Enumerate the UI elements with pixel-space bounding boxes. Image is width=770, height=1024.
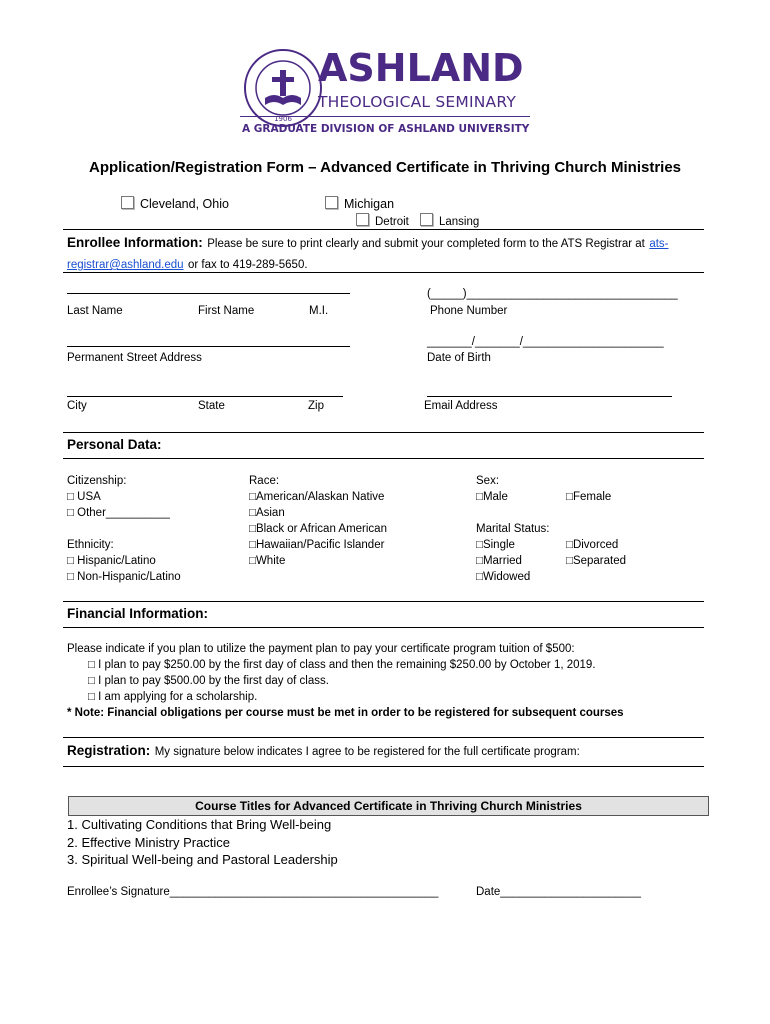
divider [63,737,704,738]
detroit-label: Detroit [375,216,409,228]
registration-section [67,742,580,760]
enrollee-section [67,233,697,275]
ethnicity-label: Ethnicity: [67,539,114,551]
ethnicity-nonhispanic-option[interactable]: □ Non-Hispanic/Latino [67,571,181,583]
payment-option[interactable]: □ I plan to pay $250.00 by the first day of class and then the remaining $250.00 by October 1, 2019. [88,659,596,671]
michigan-label: Michigan [344,197,395,211]
race-option[interactable]: □White [249,555,286,567]
financial-intro: Please indicate if you plan to utilize the payment plan to pay your certificate program tuition of $500: [67,643,575,655]
divider [63,432,704,433]
course-item: 3. Spiritual Well-being and Pastoral Leadership [67,852,338,867]
race-group [249,473,387,569]
registrar-email-link-cont[interactable]: registrar@ashland.edu [67,259,184,271]
city-label: City [67,400,87,412]
citizenship-usa-option[interactable]: □ USA [67,491,101,503]
citizenship-group [67,473,181,585]
dob-line[interactable]: _______/_______/______________________ [427,336,664,348]
detroit-checkbox[interactable] [356,213,369,226]
svg-text:1906: 1906 [274,115,292,123]
email-label: Email Address [424,400,498,412]
citizenship-other-option[interactable]: □ Other__________ [67,507,170,519]
name-line[interactable] [67,293,350,294]
logo-name: ASHLAND [318,46,524,90]
page-title: Application/Registration Form – Advanced Certificate in Thriving Church Ministries [88,159,682,176]
lansing-checkbox[interactable] [420,213,433,226]
location-cleveland[interactable] [121,196,229,211]
sex-male-option[interactable]: □Male [476,491,508,503]
financial-heading: Financial Information: [67,606,209,621]
race-label: Race: [249,475,280,487]
logo-subname: THEOLOGICAL SEMINARY [318,93,516,111]
course-table-title: Course Titles for Advanced Certificate in Thriving Church Ministries [195,799,582,813]
marital-label: Marital Status: [476,523,550,535]
email-line[interactable] [427,396,672,397]
street-line[interactable] [67,346,350,347]
divider [63,458,704,459]
race-option[interactable]: □American/Alaskan Native [249,491,385,503]
city-line[interactable] [67,396,343,397]
payment-option[interactable]: □ I am applying for a scholarship. [88,691,258,703]
race-option[interactable]: □Hawaiian/Pacific Islander [249,539,385,551]
ethnicity-hispanic-option[interactable]: □ Hispanic/Latino [67,555,156,567]
logo-rule [240,116,530,117]
sex-marital-group [476,473,676,585]
marital-divorced-option[interactable]: □Divorced [566,539,619,551]
divider [63,766,704,767]
lansing-label: Lansing [439,216,480,228]
first-name-label: First Name [198,305,255,317]
enrollee-instruction: Please be sure to print clearly and submit your completed form to the ATS Registrar at [207,238,645,250]
financial-section [67,641,707,721]
divider [63,627,704,628]
personal-heading: Personal Data: [67,437,162,452]
zip-label: Zip [308,400,324,412]
location-lansing[interactable] [420,213,479,228]
financial-note: * Note: Financial obligations per course must be met in order to be registered for subsequent courses [67,707,624,719]
payment-option[interactable]: □ I plan to pay $500.00 by the first day of class. [88,675,329,687]
course-list [67,816,338,869]
course-item: 1. Cultivating Conditions that Bring Well-being [67,817,332,832]
marital-married-option[interactable]: □Married [476,555,522,567]
fax-text: or fax to 419-289-5650. [187,259,308,271]
course-table-header [68,796,709,816]
marital-widowed-option[interactable]: □Widowed [476,571,531,583]
state-label: State [198,400,225,412]
signature-field[interactable]: Enrollee’s Signature__________________________________________ [67,886,439,898]
phone-label: Phone Number [430,305,508,317]
registration-text: My signature below indicates I agree to be registered for the full certificate program: [154,746,580,758]
location-detroit[interactable] [356,213,409,228]
registration-heading: Registration: [67,743,151,758]
date-field[interactable]: Date______________________ [476,886,641,898]
phone-line[interactable]: (_____)_________________________________ [427,288,678,300]
divider [63,229,704,230]
registrar-email-link[interactable]: ats- [649,238,669,250]
last-name-label: Last Name [67,305,123,317]
sex-label: Sex: [476,475,500,487]
dob-label: Date of Birth [427,352,491,364]
race-option[interactable]: □Asian [249,507,285,519]
marital-separated-option[interactable]: □Separated [566,555,627,567]
cleveland-checkbox[interactable] [121,196,134,209]
sex-female-option[interactable]: □Female [566,491,612,503]
enrollee-heading: Enrollee Information: [67,235,203,250]
cleveland-label: Cleveland, Ohio [140,197,229,211]
race-option[interactable]: □Black or African American [249,523,387,535]
divider [63,272,704,273]
street-label: Permanent Street Address [67,352,202,364]
michigan-checkbox[interactable] [325,196,338,209]
logo-division: A GRADUATE DIVISION OF ASHLAND UNIVERSITY [242,123,530,135]
marital-single-option[interactable]: □Single [476,539,515,551]
course-item: 2. Effective Ministry Practice [67,834,231,850]
location-michigan[interactable] [325,196,394,211]
mi-label: M.I. [309,305,329,317]
citizenship-label: Citizenship: [67,475,127,487]
logo [240,44,535,140]
divider [63,601,704,602]
